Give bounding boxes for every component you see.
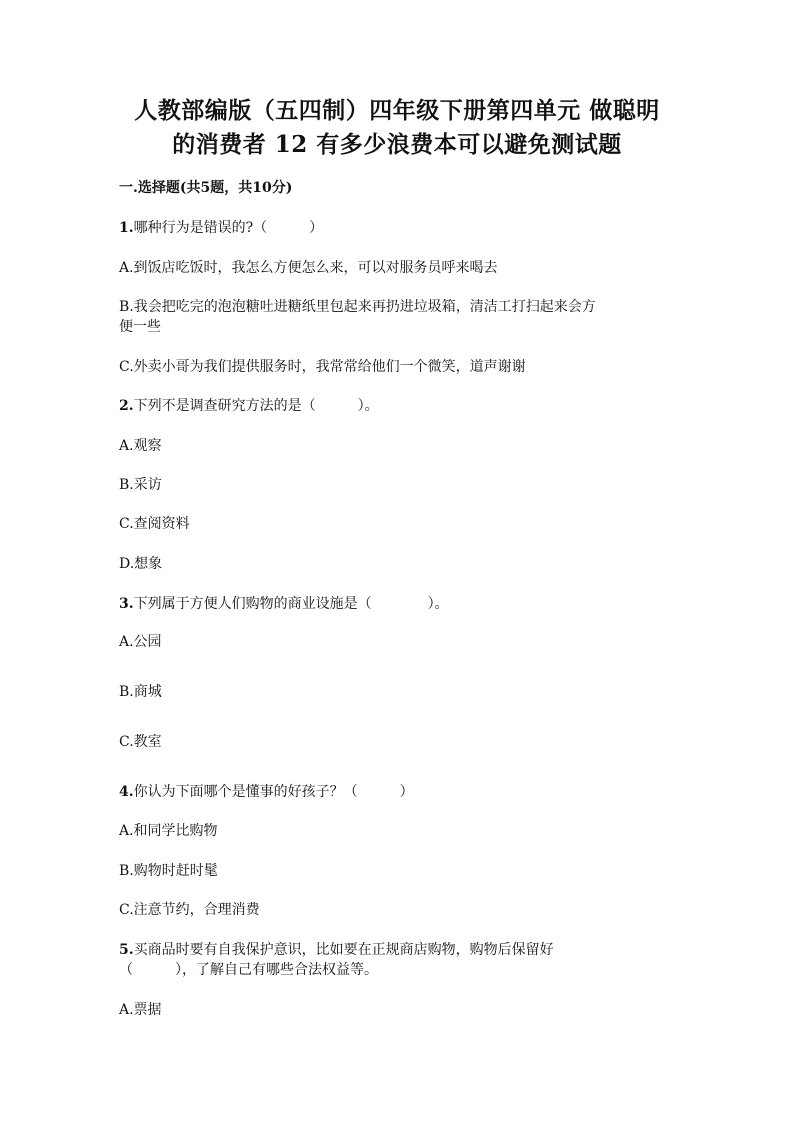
question-number: 4. bbox=[119, 784, 134, 800]
question-text: 下列属于方便人们购物的商业设施是（ ）。 bbox=[133, 596, 449, 612]
question-number: 5. bbox=[119, 942, 134, 958]
document-title bbox=[100, 94, 694, 162]
question-4-stem bbox=[119, 782, 679, 802]
question-5-stem bbox=[119, 940, 679, 960]
question-text: 下列不是调查研究方法的是（ ）。 bbox=[133, 398, 379, 414]
option-1c: C.外卖小哥为我们提供服务时，我常常给他们一个微笑，道声谢谢 bbox=[119, 359, 526, 375]
section-heading: 一.选择题(共5题，共10分) bbox=[119, 180, 293, 196]
title-line-2: 的消费者 12 有多少浪费本可以避免测试题 bbox=[172, 131, 622, 158]
option-2b: B.采访 bbox=[119, 477, 162, 493]
question-1-stem bbox=[119, 218, 679, 238]
option-3a: A.公园 bbox=[119, 634, 162, 650]
option-5a: A.票据 bbox=[119, 1002, 162, 1018]
option-1a: A.到饭店吃饭时，我怎么方便怎么来，可以对服务员呼来喝去 bbox=[119, 260, 498, 276]
question-text: 你认为下面哪个是懂事的好孩子？（ ） bbox=[133, 784, 414, 800]
question-text: 哪种行为是错误的?（ ） bbox=[133, 220, 324, 236]
option-3c: C.教室 bbox=[119, 734, 162, 750]
question-number: 2. bbox=[119, 398, 134, 414]
option-2c: C.查阅资料 bbox=[119, 516, 190, 532]
option-3b: B.商城 bbox=[119, 684, 162, 700]
option-1b-cont: 便一些 bbox=[119, 319, 161, 335]
question-text: 买商品时要有自我保护意识，比如要在正规商店购物，购物后保留好 bbox=[133, 942, 554, 958]
title-line-1: 人教部编版（五四制）四年级下册第四单元 做聪明 bbox=[134, 97, 660, 124]
option-4c: C.注意节约，合理消费 bbox=[119, 902, 260, 918]
option-2d: D.想象 bbox=[119, 556, 163, 572]
option-4a: A.和同学比购物 bbox=[119, 823, 218, 839]
question-number: 1. bbox=[119, 220, 134, 236]
question-number: 3. bbox=[119, 596, 134, 612]
option-1b: B.我会把吃完的泡泡糖吐进糖纸里包起来再扔进垃圾箱，清洁工打扫起来会方 bbox=[119, 299, 596, 315]
question-5-stem-cont: （ ），了解自己有哪些合法权益等。 bbox=[119, 962, 378, 978]
option-2a: A.观察 bbox=[119, 438, 162, 454]
option-4b: B.购物时赶时髦 bbox=[119, 863, 218, 879]
question-2-stem bbox=[119, 396, 679, 416]
question-3-stem bbox=[119, 594, 679, 614]
